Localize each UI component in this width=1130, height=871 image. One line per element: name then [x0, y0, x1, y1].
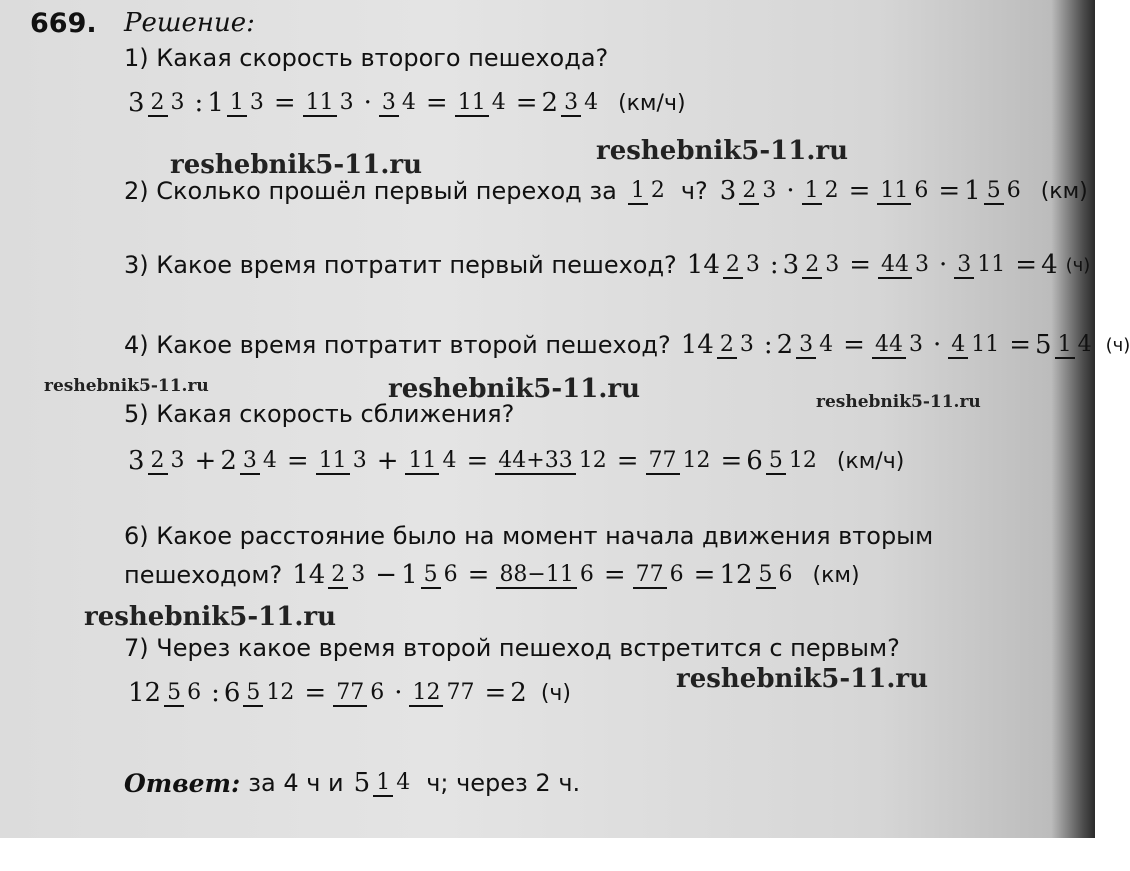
step-5-question: 5) Какая скорость сближения?: [124, 400, 515, 428]
step-7-question: 7) Через какое время второй пешеход встретится с первым?: [124, 634, 900, 662]
step-4-row: [124, 330, 1130, 360]
watermark: reshebnik5-11.ru: [84, 602, 337, 632]
step-4-question: 4) Какое время потратит второй пешеход?: [124, 331, 671, 359]
step-5-expression: 3 2 3 + 2 3 4 = 11 3 + 11 4 = 44+33 12 = 77 12 = 6 5 12 (км/ч): [128, 446, 905, 476]
step-3-row: [124, 250, 1090, 280]
step-7-expression: 12 5 6 : 6 5 12 = 77 6 · 12 77 = 2 (ч): [128, 678, 571, 708]
solution-heading: Решение:: [124, 8, 255, 38]
watermark: reshebnik5-11.ru: [388, 374, 641, 404]
step-2-expression: 3 2 3 · 1 2 = 11 6 = 1 5 6 (км): [719, 176, 1088, 206]
problem-number: 669.: [30, 8, 97, 39]
step-6-question-cont: пешеходом?: [124, 561, 283, 589]
answer-label: Ответ:: [124, 768, 241, 798]
step-6-question: 6) Какое расстояние было на момент начала движения вторым: [124, 522, 934, 550]
step-6-row: [124, 560, 860, 590]
step-1-question: 1) Какая скорость второго пешехода?: [124, 44, 609, 72]
watermark: reshebnik5-11.ru: [170, 150, 423, 180]
step-2-row: 2) Сколько прошёл первый переход за 1 2 ч? 3 2 3 · 1 2 = 11 6 = 1 5 6 (км): [124, 176, 1088, 206]
step-3-expression: 14 2 3 : 3 2 3 = 44 3 · 3 11 = 4 (ч): [686, 250, 1091, 280]
answer-row: Ответ: за 4 ч и 5 1 4 ч; через 2 ч.: [124, 768, 581, 798]
step-2-question: 2) Сколько прошёл первый переход за: [124, 177, 617, 205]
step-4-expression: 14 2 3 : 2 3 4 = 44 3 · 4 11 = 5 1 4 (ч): [680, 330, 1130, 360]
watermark: reshebnik5-11.ru: [676, 664, 929, 694]
step-3-question: 3) Какое время потратит первый пешеход?: [124, 251, 677, 279]
watermark: reshebnik5-11.ru: [44, 376, 209, 396]
watermark: reshebnik5-11.ru: [816, 392, 981, 412]
step-6-expression: 14 2 3 − 1 5 6 = 88−11 6 = 77 6 = 12 5 6 (км): [292, 560, 860, 590]
step-1-expression: 3 2 3 : 1 1 3 = 11 3 · 3 4 = 11 4 = 2 3 4 (км/ч): [128, 88, 686, 118]
watermark: reshebnik5-11.ru: [596, 136, 849, 166]
